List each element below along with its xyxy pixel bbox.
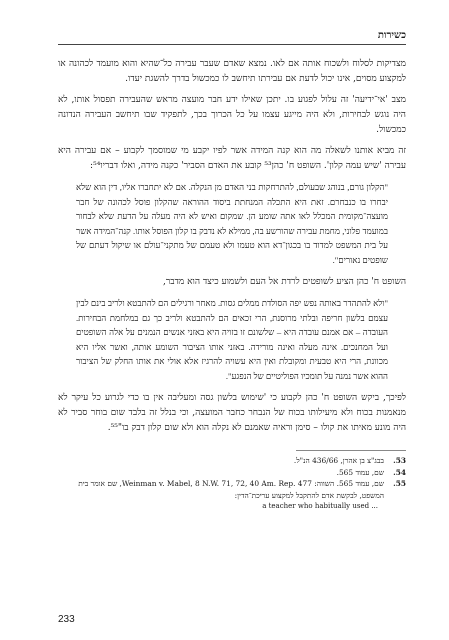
footnote [58,478,406,501]
footnote-continuation [58,501,406,513]
body-paragraph: מצב 'אי־ידיעה' זה עלול לפגוע בו. יתכן שאילו ידע חבר מועצה מראש שהעבירה תפסול אותו, לא היה נוגש לבחירות, ולא היה מייגע עצמו על כל הכרוך בכך, לתפקיד שבו תיחשב העבירה הנדונה כמכשול. [58,95,406,135]
page [58,30,406,513]
footnote-text: שם, עמוד 565. השווה: Weinman v. Mabel, 8 N.W. 71, 72, 40 Am. Rep. 477, שם אומר בית המשפט, לבקשת אדם להתקבל למקצוע עריכת־הדין: [78,479,384,500]
footnote-rule [296,450,406,451]
page-number: 233 [58,614,75,625]
footnote-text: שם, עמוד 565. [336,467,384,477]
body-paragraph: מצדיקות לסלוח ולשכוח אותה אם לאו. נמצא שאדם שעבר עבירה כל־שהיא והוא מועמד לכהונה או למקצוע מסוים, אינו יכול לדעת אם עבירתו תיחשב לו כמכשול בדרך להשגת יעדו. [58,59,406,84]
footnote-text: בבג"צ בן אהרן, 436/66 הנ"ל. [293,456,384,465]
section-title: כשירות [377,30,406,41]
body-paragraph: לפיכך, ביקש השופט ח' כהן לקבוע כי 'שימוש בלשון גסה ומעליבה אין בו כדי לגרוע כל עיקר לא מנאמנות בכוח ולא מיעילותו בכוח של הנבחר כחבר המועצה, וכי בנלל זה בלבד שום בוחר סביר לא היה מונע מאיתו את קולו – סימן וראיה שאמנם לא נקלה הוא ולא שום קלון דבק בו"⁵⁵. [58,393,406,433]
footnote [58,455,406,467]
footnote-text: a teacher who habitually used ... [262,502,378,510]
body-paragraph: זה מביא אותנו לשאלה מה הוא קנה המידה אשר לפיו יקבע מי שמוסמך לקבוע – אם עבירה היא עבירה 'שיש עמה קלון'. השופט ח' כהן⁵³ קובע את האדם הסביר' כקנה מידה, ואלו דבריו⁵⁴: [58,146,406,171]
footnote-number: 55. [393,479,406,488]
footnote-list [58,455,406,513]
running-head [58,30,406,45]
block-quote: "הקלון גורם, בנוהג שבעולם, להתרחקות בני האדם מן הנקלה. אם לא יתחברו אליו, דין הוא שלא יבחרו בו כנבחרם. זאת היא התכלה המנחתת ביסוד ההוראה שהקלון פוסל לכהונה של חבר מועצה־מקומית המכלל לאו אתה שומע הן. שמקום ואיש לא היה מעלה על הדעת שלא לבחור במועמד פלוני, מחמת עבירה שהורשע בה, ממילא לא נדבק בו קלון הפוסל אותו. קנה־המידה אשר על בית המשפט למדוד בו בכגון־דא הוא טעמו ולא טעמם של מתקני־עולם או שיקול דעתם של שופטים נאורים". [76,182,388,265]
footnote [58,467,406,479]
block-quote: "ולא להתהדר באותה נפש יפה הסולדת ממלים גסות. מאחר ורגילים הם להתבטא ולריב בינם לבין עצמם בלשון חריפה ובלתי מרוסנת, הרי זכאים הם להתבטא ולריב כך גם במלחמת הבחירות. העובדה – אם אמנם עובדה היא – שלשונם זו בזויה היא באזני אנשים הנמנים על אלה השופטים ועל המחנכים. אינה מעלה ואינה מורידה. באזני אותו הציבור השומע אותה, ואשר אליו היא מכוונת, הרי היא טבעית ומקובלת ואין היא עשויה להרגיז אלא אולי את אותו החלק של הציבור ההוא אשר נמנה על תומכיו הפוליטיים של הנפגע". [76,298,388,381]
footnote-number: 54. [393,467,406,477]
body-paragraph: השופט ח' כהן הציע לשופטים לרדת אל העם ולשמוע כיצד הוא מדבר, [162,277,406,287]
footnote-number: 53. [393,456,406,465]
